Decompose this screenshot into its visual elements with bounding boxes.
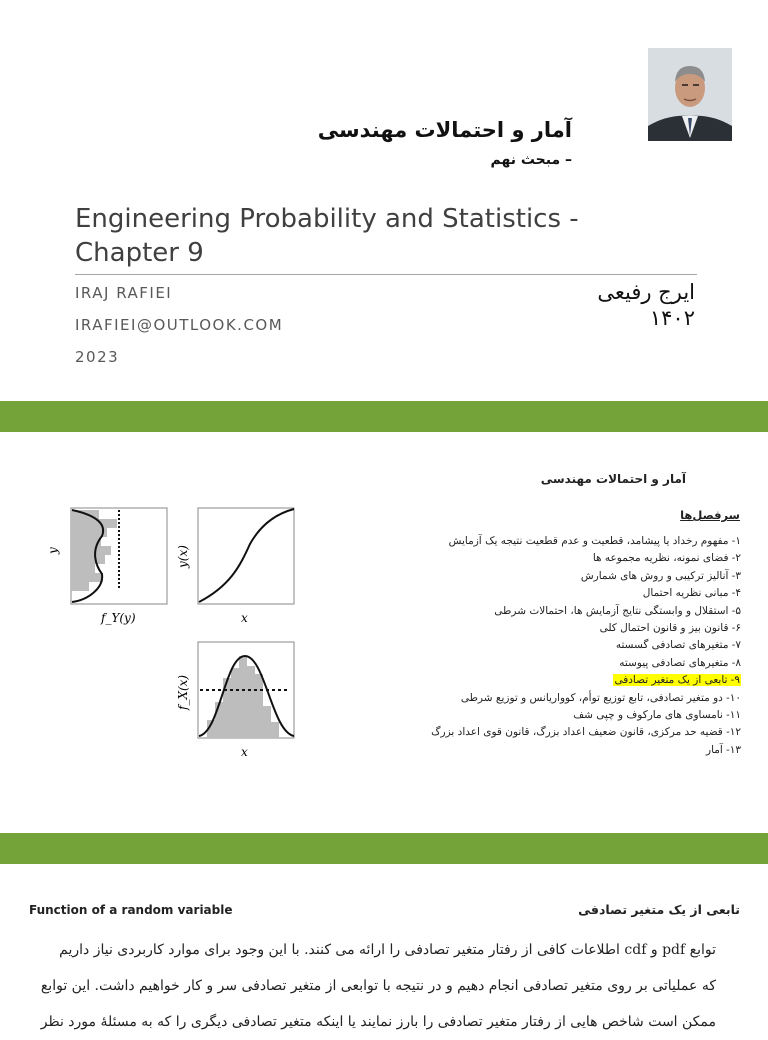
author-portrait-photo [648,48,732,141]
author-email: IRAFIEI@OUTLOOK.COM [75,316,284,334]
slide3-title-en: Function of a random variable [29,903,233,917]
topics-heading: سرفصل‌ها [680,508,740,522]
slide-separator-band [0,401,768,432]
topic-item: ۶- قانون بیز و قانون احتمال کلی [599,622,741,635]
paragraph-line: توابع pdf و cdf اطلاعات کافی از رفتار متغیر تصادفی را ارائه می کنند. با این وجود برای موارد کاربردی نیاز داریم [59,942,716,958]
yx-axis-label: y(x) [176,545,190,568]
function-of-random-variable-figure [40,496,310,766]
fx-panel [198,642,294,738]
fx-axis-label: f_X(x) [176,674,190,710]
fy-caption: f_Y(y) [101,611,136,625]
yx-panel [198,508,294,604]
topic-item: ۲- فضای نمونه، نظریه مجموعه ها [592,552,741,565]
author-name-fa: ایرج رفیعی [597,280,695,304]
topic-item: ۸- متغیرهای تصادفی پیوسته [619,656,741,669]
title-divider [75,274,697,275]
fy-axis-label: y [46,547,60,554]
topic-item: ۴- مبانی نظریه احتمال [642,587,741,600]
slide3-title-fa: تابعی از یک متغیر تصادفی [578,902,740,917]
paragraph-line: ممکن است شاخص هایی از رفتار متغیر تصادفی را بارز نمایند یا اینکه متغیر تصادفی دیگری را که به مسئلهٔ مورد نظر [40,1014,716,1030]
topic-item: ۹- تابعی از یک متغیر تصادفی [614,674,740,687]
topic-item: ۱۰- دو متغیر تصادفی، تابع توزیع توأم، کوواریانس و توزیع شرطی [460,691,741,704]
fy-panel [71,508,167,604]
persian-chapter-subtitle: – مبحث نهم [490,152,572,168]
slide2-title: آمار و احتمالات مهندسی [540,472,686,486]
topics-list [431,533,741,759]
year-en: 2023 [75,348,120,366]
yx-x-label: x [241,611,248,625]
topic-item: ۱۱- نامساوی های مارکوف و چپی شف [573,709,741,722]
english-title: Engineering Probability and Statistics - Chapter 9 [75,204,579,268]
year-fa: ۱۴۰۲ [649,306,695,330]
topic-item: ۳- آنالیز ترکیبی و روش های شمارش [580,569,741,582]
topic-item: ۱۳- آمار [706,743,741,756]
topic-item: ۱- مفهوم رخداد یا پیشامد، قطعیت و عدم قطعیت نتیجه یک آزمایش [448,535,741,547]
author-name-en: IRAJ RAFIEI [75,284,173,302]
topic-item: ۵- استقلال و وابستگی نتایج آزمایش ها، احتمالات شرطی [494,604,741,617]
persian-course-title: آمار و احتمالات مهندسی [317,118,572,142]
paragraph-line: که عملیاتی بر روی متغیر تصادفی انجام دهیم و در نتیجه با توابعی از متغیر تصادفی سر و کار خواهیم داشت. این توابع [40,978,716,994]
topic-item: ۷- متغیرهای تصادفی گسسته [615,639,741,652]
slide-separator-band [0,833,768,864]
fx-x-label: x [241,745,248,759]
topic-item: ۱۲- قضیه حد مرکزی، قانون ضعیف اعداد بزرگ، قانون قوی اعداد بزرگ [431,726,741,739]
